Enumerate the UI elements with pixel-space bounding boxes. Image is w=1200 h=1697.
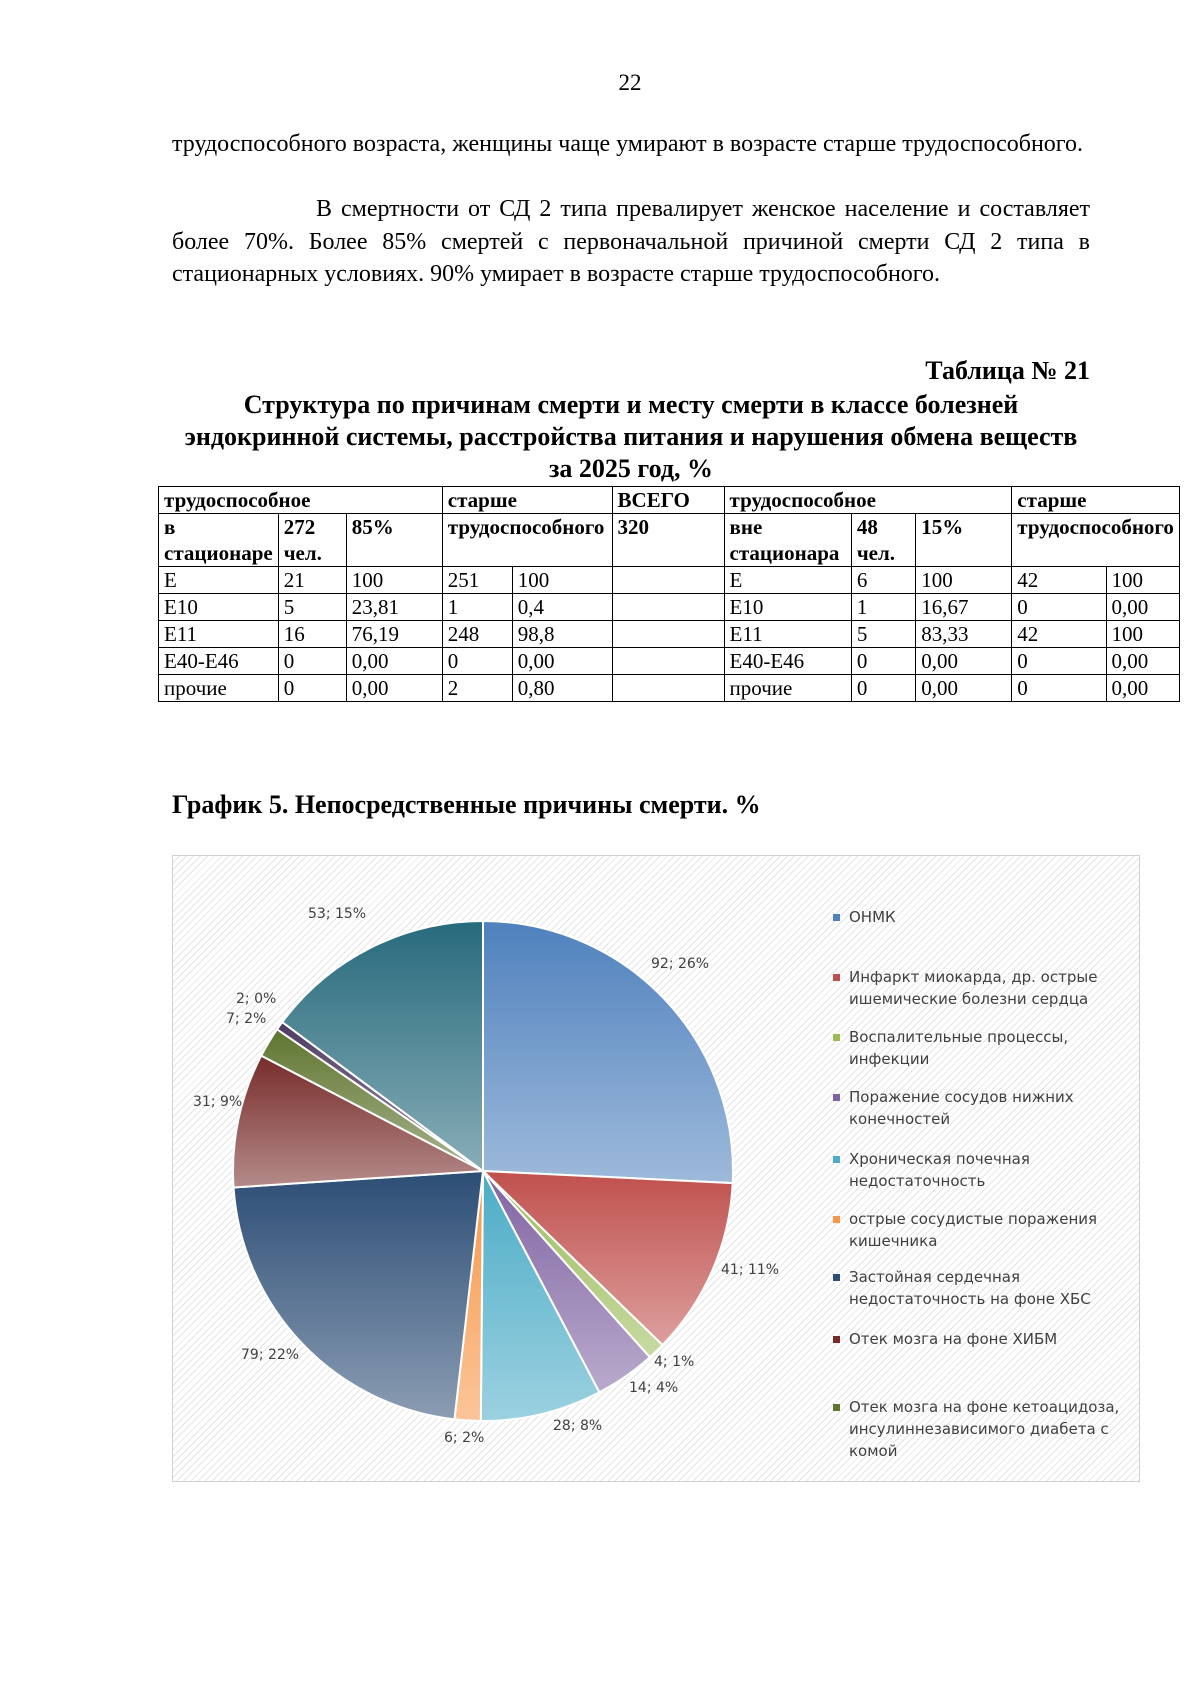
table-cell: 100 — [916, 567, 1012, 594]
legend-swatch — [833, 1274, 840, 1281]
table-cell: 23,81 — [346, 594, 442, 621]
legend-label: Инфаркт миокарда, др. острые ишемические болезни сердца — [849, 968, 1098, 1008]
table-cell: 100 — [346, 567, 442, 594]
table-cell: 16,67 — [916, 594, 1012, 621]
header-older-right: старше — [1012, 487, 1180, 514]
header-older-left: старше — [442, 487, 612, 514]
header-out-hospital-count: 48 чел. — [851, 514, 915, 567]
slice-data-label: 31; 9% — [193, 1094, 243, 1110]
table-cell: Е11 — [159, 621, 279, 648]
table-cell: 0,80 — [512, 675, 612, 702]
table-cell: 16 — [278, 621, 346, 648]
slice-data-label: 7; 2% — [226, 1011, 267, 1027]
legend-swatch — [833, 1034, 840, 1041]
table-cell: 0,00 — [512, 648, 612, 675]
table-row — [159, 621, 1180, 648]
slice-data-label: 41; 11% — [721, 1262, 780, 1278]
legend-label: Отек мозга на фоне кетоацидоза, инсулиннезависимого диабета с комой — [849, 1398, 1120, 1460]
table-cell: 0,00 — [1106, 594, 1179, 621]
header-working-age-right: трудоспособное — [724, 487, 1012, 514]
legend-label: Поражение сосудов нижних конечностей — [849, 1088, 1074, 1128]
table-cell: прочие — [724, 675, 851, 702]
paragraph-2: В смертности от СД 2 типа превалирует женское население и составляет более 70%. Более 85% смертей с первоначальной причиной смерти СД 2 типа в стационарных условиях. 90% умирает в возрасте старше трудоспособного. — [172, 196, 1090, 287]
table-title: Структура по причинам смерти и месту смерти в классе болезней эндокринной системы, расстройства питания и нарушения обмена веществ за 2025 год, % — [184, 390, 1078, 483]
slice-data-label: 92; 26% — [651, 956, 710, 972]
legend-item — [833, 1026, 1123, 1070]
legend-item — [833, 1208, 1123, 1252]
legend-label: ОНМК — [849, 908, 896, 926]
paragraph-1: трудоспособного возраста, женщины чаще умирают в возрасте старше трудоспособного. — [172, 131, 1084, 157]
header-out-hospital-pct: 15% — [916, 514, 1012, 567]
header-out-hospital: вне стационара — [724, 514, 851, 567]
legend-label: Воспалительные процессы, инфекции — [849, 1028, 1069, 1068]
table-number: Таблица № 21 — [925, 356, 1090, 385]
table-cell: 42 — [1012, 567, 1106, 594]
legend-swatch — [833, 1216, 840, 1223]
table-cell: 0,00 — [916, 675, 1012, 702]
table-cell: Е10 — [724, 594, 851, 621]
table-cell: 42 — [1012, 621, 1106, 648]
pie-slice — [234, 1171, 483, 1419]
slice-data-label: 53; 15% — [308, 906, 367, 922]
table-cell — [612, 594, 724, 621]
table-cell: 100 — [512, 567, 612, 594]
header-total-value: 320 — [612, 514, 724, 567]
table-cell: Е11 — [724, 621, 851, 648]
legend-item — [833, 1328, 1123, 1350]
legend-label: Отек мозга на фоне ХИБМ — [849, 1330, 1058, 1348]
table-cell — [612, 648, 724, 675]
table-cell: 0 — [278, 648, 346, 675]
table-cell: 21 — [278, 567, 346, 594]
table-cell: 1 — [851, 594, 915, 621]
table-cell: 0 — [442, 648, 512, 675]
table-header-row-2 — [159, 514, 1180, 567]
legend-label: Хроническая почечная недостаточность — [849, 1150, 1030, 1190]
table-cell: 248 — [442, 621, 512, 648]
page-number: 22 — [618, 70, 642, 95]
table-cell: прочие — [159, 675, 279, 702]
legend-swatch — [833, 914, 840, 921]
legend-item — [833, 966, 1123, 1010]
table-cell: Е10 — [159, 594, 279, 621]
table-cell: 0 — [278, 675, 346, 702]
table-cell: 0,00 — [346, 648, 442, 675]
header-older-right-2: трудоспособного — [1012, 514, 1180, 567]
header-in-hospital-count: 272 чел. — [278, 514, 346, 567]
table-cell: Е — [724, 567, 851, 594]
table-cell: Е40-Е46 — [724, 648, 851, 675]
table-header-row-1 — [159, 487, 1180, 514]
table-row — [159, 675, 1180, 702]
table-cell: 98,8 — [512, 621, 612, 648]
table-cell: 83,33 — [916, 621, 1012, 648]
legend-item — [833, 1086, 1123, 1130]
table-cell: Е40-Е46 — [159, 648, 279, 675]
table-cell: Е — [159, 567, 279, 594]
table-cell: 0,00 — [1106, 675, 1179, 702]
table-cell: 0,00 — [1106, 648, 1179, 675]
legend-item — [833, 906, 1123, 928]
header-in-hospital-pct: 85% — [346, 514, 442, 567]
legend-swatch — [833, 1094, 840, 1101]
table-body — [159, 567, 1180, 702]
table-cell — [612, 675, 724, 702]
table-row — [159, 594, 1180, 621]
table-cell: 0 — [1012, 675, 1106, 702]
slice-data-label: 79; 22% — [241, 1347, 300, 1363]
table-cell: 1 — [442, 594, 512, 621]
table-cell: 0 — [851, 675, 915, 702]
data-table — [158, 486, 1180, 702]
pie-chart — [172, 855, 1140, 1482]
table-cell: 0 — [851, 648, 915, 675]
legend-item — [833, 1266, 1123, 1310]
table-cell: 100 — [1106, 567, 1179, 594]
legend-swatch — [833, 1336, 840, 1343]
legend-item — [833, 1148, 1123, 1192]
slice-data-label: 6; 2% — [444, 1430, 485, 1446]
slice-data-label: 2; 0% — [236, 991, 277, 1007]
table-cell: 0 — [1012, 594, 1106, 621]
table-cell: 76,19 — [346, 621, 442, 648]
legend-label: острые сосудистые поражения кишечника — [849, 1210, 1098, 1250]
legend-label: Застойная сердечная недостаточность на фоне ХБС — [849, 1268, 1091, 1308]
header-total: ВСЕГО — [612, 487, 724, 514]
legend-item — [833, 1396, 1123, 1462]
table-cell: 251 — [442, 567, 512, 594]
table-cell — [612, 567, 724, 594]
chart-title: График 5. Непосредственные причины смерти. % — [172, 790, 761, 819]
table-cell: 0,00 — [346, 675, 442, 702]
table-cell: 0,4 — [512, 594, 612, 621]
slice-data-label: 28; 8% — [553, 1418, 603, 1434]
slice-data-label: 4; 1% — [654, 1354, 695, 1370]
header-working-age-left: трудоспособное — [159, 487, 443, 514]
header-in-hospital: в стационаре — [159, 514, 279, 567]
legend-swatch — [833, 1156, 840, 1163]
slice-data-label: 14; 4% — [629, 1380, 679, 1396]
table-cell: 5 — [278, 594, 346, 621]
table-row — [159, 648, 1180, 675]
table-cell: 2 — [442, 675, 512, 702]
table-cell: 0,00 — [916, 648, 1012, 675]
table-cell: 5 — [851, 621, 915, 648]
table-row — [159, 567, 1180, 594]
table-cell — [612, 621, 724, 648]
legend-swatch — [833, 1404, 840, 1411]
header-older-left-2: трудоспособного — [442, 514, 612, 567]
legend-swatch — [833, 974, 840, 981]
table-cell: 100 — [1106, 621, 1179, 648]
table-cell: 0 — [1012, 648, 1106, 675]
table-cell: 6 — [851, 567, 915, 594]
